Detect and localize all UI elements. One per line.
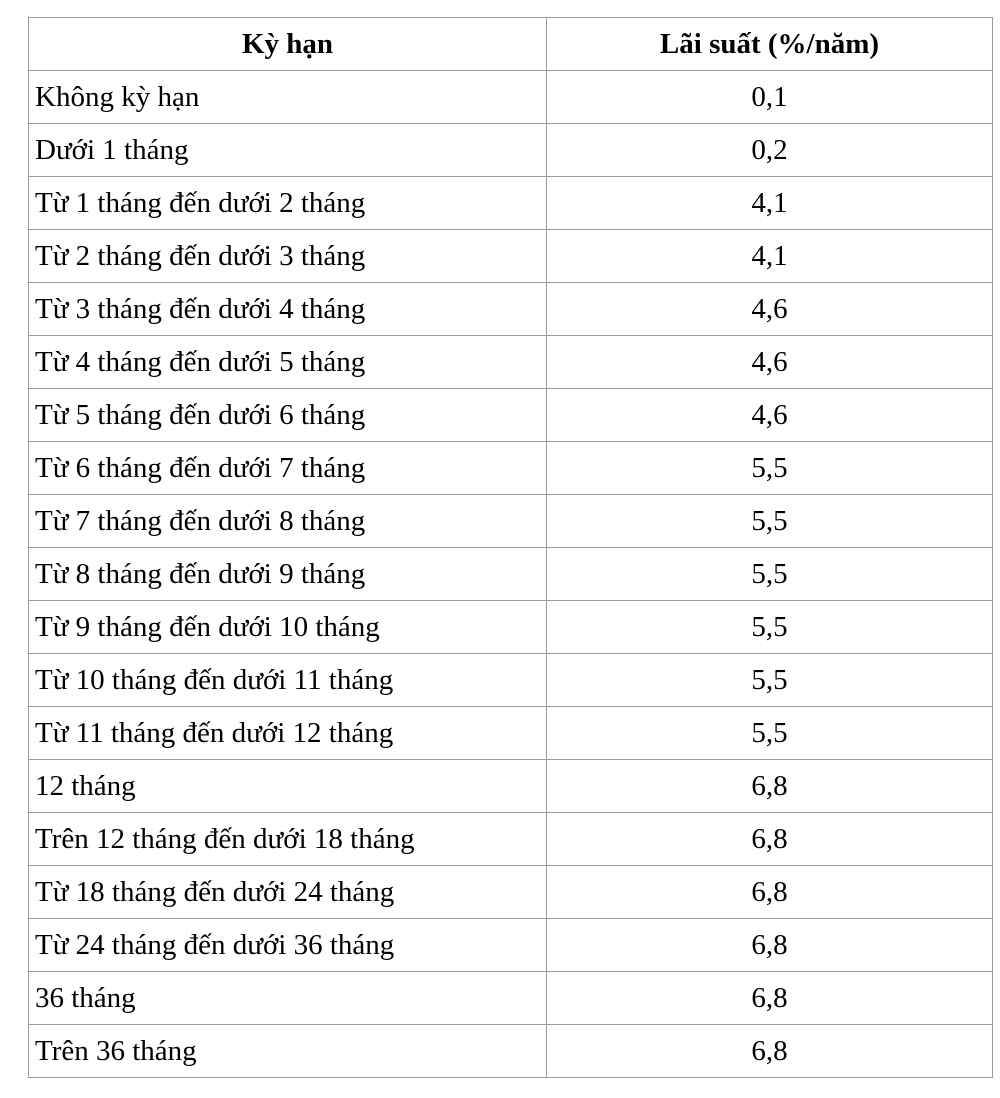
term-cell: Từ 11 tháng đến dưới 12 tháng xyxy=(29,707,547,760)
table-row xyxy=(29,283,993,336)
table-row xyxy=(29,495,993,548)
term-cell: Không kỳ hạn xyxy=(29,71,547,124)
header-rate: Lãi suất (%/năm) xyxy=(547,18,993,71)
rate-cell: 4,6 xyxy=(547,336,993,389)
rate-cell: 5,5 xyxy=(547,654,993,707)
term-cell: Từ 9 tháng đến dưới 10 tháng xyxy=(29,601,547,654)
table-row xyxy=(29,230,993,283)
rate-cell: 5,5 xyxy=(547,495,993,548)
table-row xyxy=(29,866,993,919)
rate-cell: 6,8 xyxy=(547,1025,993,1078)
rate-cell: 5,5 xyxy=(547,707,993,760)
term-cell: Dưới 1 tháng xyxy=(29,124,547,177)
table-header-row xyxy=(29,18,993,71)
table-row xyxy=(29,601,993,654)
table-row xyxy=(29,1025,993,1078)
table-body xyxy=(29,71,993,1078)
rate-cell: 0,2 xyxy=(547,124,993,177)
table-row xyxy=(29,707,993,760)
rate-cell: 6,8 xyxy=(547,919,993,972)
table-row xyxy=(29,760,993,813)
rate-cell: 6,8 xyxy=(547,760,993,813)
term-cell: 36 tháng xyxy=(29,972,547,1025)
rate-cell: 4,6 xyxy=(547,283,993,336)
table-row xyxy=(29,71,993,124)
term-cell: Trên 12 tháng đến dưới 18 tháng xyxy=(29,813,547,866)
table-row xyxy=(29,336,993,389)
term-cell: 12 tháng xyxy=(29,760,547,813)
term-cell: Từ 7 tháng đến dưới 8 tháng xyxy=(29,495,547,548)
rate-cell: 5,5 xyxy=(547,601,993,654)
rate-cell: 0,1 xyxy=(547,71,993,124)
rate-cell: 4,1 xyxy=(547,177,993,230)
rate-cell: 5,5 xyxy=(547,548,993,601)
rate-cell: 6,8 xyxy=(547,972,993,1025)
term-cell: Từ 10 tháng đến dưới 11 tháng xyxy=(29,654,547,707)
header-term: Kỳ hạn xyxy=(29,18,547,71)
term-cell: Từ 3 tháng đến dưới 4 tháng xyxy=(29,283,547,336)
term-cell: Trên 36 tháng xyxy=(29,1025,547,1078)
table-row xyxy=(29,442,993,495)
term-cell: Từ 24 tháng đến dưới 36 tháng xyxy=(29,919,547,972)
term-cell: Từ 4 tháng đến dưới 5 tháng xyxy=(29,336,547,389)
term-cell: Từ 5 tháng đến dưới 6 tháng xyxy=(29,389,547,442)
rate-cell: 6,8 xyxy=(547,813,993,866)
rate-cell: 5,5 xyxy=(547,442,993,495)
table-row xyxy=(29,389,993,442)
table-row xyxy=(29,972,993,1025)
table-row xyxy=(29,813,993,866)
interest-rate-table xyxy=(28,17,993,1078)
term-cell: Từ 2 tháng đến dưới 3 tháng xyxy=(29,230,547,283)
rate-cell: 4,1 xyxy=(547,230,993,283)
table-row xyxy=(29,654,993,707)
table-row xyxy=(29,177,993,230)
table-row xyxy=(29,548,993,601)
rate-cell: 4,6 xyxy=(547,389,993,442)
rate-cell: 6,8 xyxy=(547,866,993,919)
table-row xyxy=(29,124,993,177)
term-cell: Từ 1 tháng đến dưới 2 tháng xyxy=(29,177,547,230)
term-cell: Từ 18 tháng đến dưới 24 tháng xyxy=(29,866,547,919)
term-cell: Từ 8 tháng đến dưới 9 tháng xyxy=(29,548,547,601)
table-row xyxy=(29,919,993,972)
term-cell: Từ 6 tháng đến dưới 7 tháng xyxy=(29,442,547,495)
